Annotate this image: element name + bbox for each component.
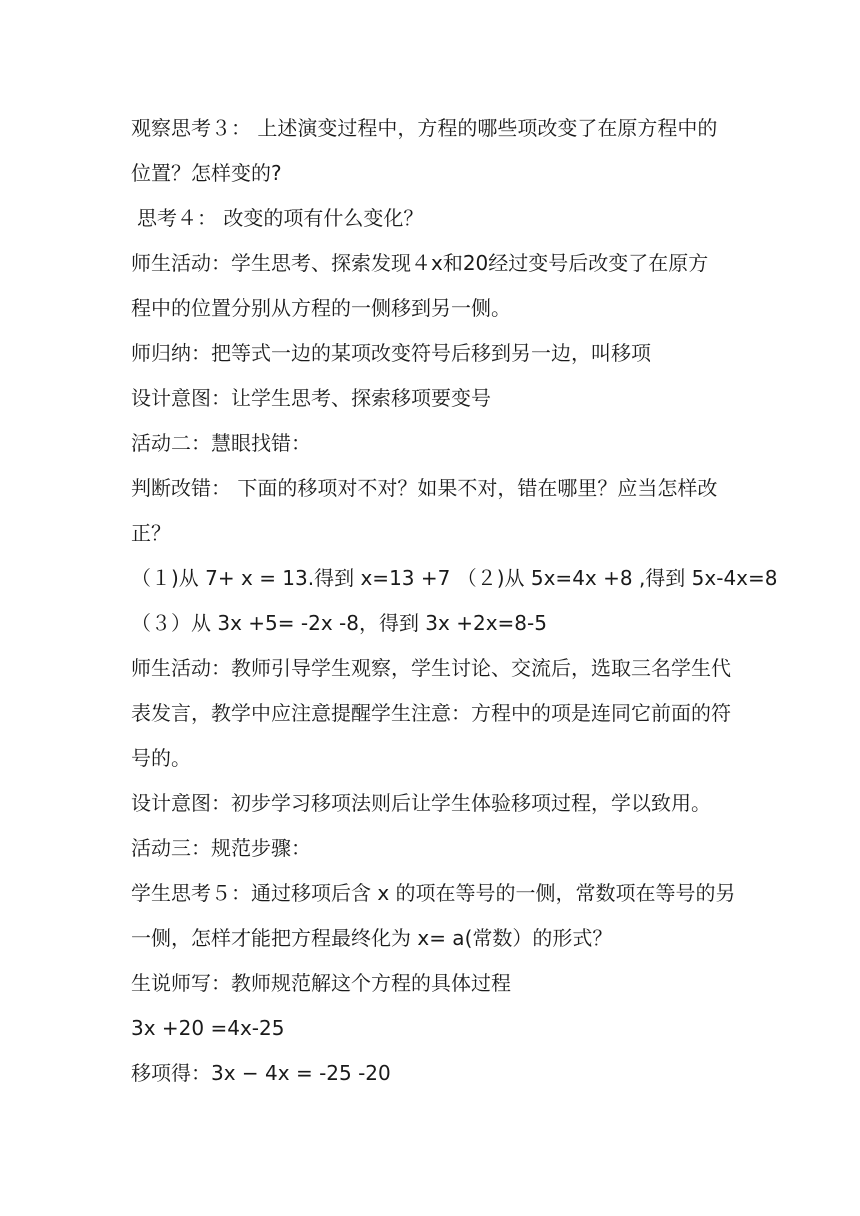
text-line: （１)从 7+ x = 13.得到 x=13 +7 （２)从 5x=4x +8 ,得到 5x-4x=8 [131,566,778,590]
text-line: 位置？怎样变的? [131,161,282,185]
text-line: 思考４： 改变的项有什么变化？ [137,206,424,230]
text-line: 师归纳：把等式一边的某项改变符号后移到另一边，叫移项 [131,341,651,365]
text-line: 正？ [131,521,171,545]
text-line: 程中的位置分别从方程的一侧移到另一侧。 [131,296,511,320]
text-line: 设计意图：让学生思考、探索移项要变号 [131,386,491,410]
text-line: （３）从 3x +5= -2x -8，得到 3x +2x=8-5 [131,611,547,635]
text-line: 设计意图：初步学习移项法则后让学生体验移项过程，学以致用。 [131,791,711,815]
text-line: 活动三：规范步骤： [131,836,311,860]
text-line: 号的。 [131,746,191,770]
text-line: 判断改错： 下面的移项对不对？如果不对，错在哪里？应当怎样改 [131,476,718,500]
text-line: 观察思考３： 上述演变过程中，方程的哪些项改变了在原方程中的 [131,116,718,140]
text-line: 生说师写：教师规范解这个方程的具体过程 [131,971,511,995]
text-line: 活动二：慧眼找错： [131,431,311,455]
text-line: 移项得：3x − 4x = -25 -20 [131,1061,391,1085]
document-body [131,110,778,1100]
text-line: 学生思考５：通过移项后含 x 的项在等号的一侧，常数项在等号的另 [131,881,736,905]
text-line: 一侧，怎样才能把方程最终化为 x= a(常数）的形式？ [131,926,613,950]
text-line: 师生活动：学生思考、探索发现４x和20经过变号后改变了在原方 [131,251,709,275]
text-line: 师生活动：教师引导学生观察，学生讨论、交流后，选取三名学生代 [131,656,731,680]
text-line: 表发言，教学中应注意提醒学生注意：方程中的项是连同它前面的符 [131,701,731,725]
text-line: 3x +20 =4x-25 [131,1016,285,1040]
